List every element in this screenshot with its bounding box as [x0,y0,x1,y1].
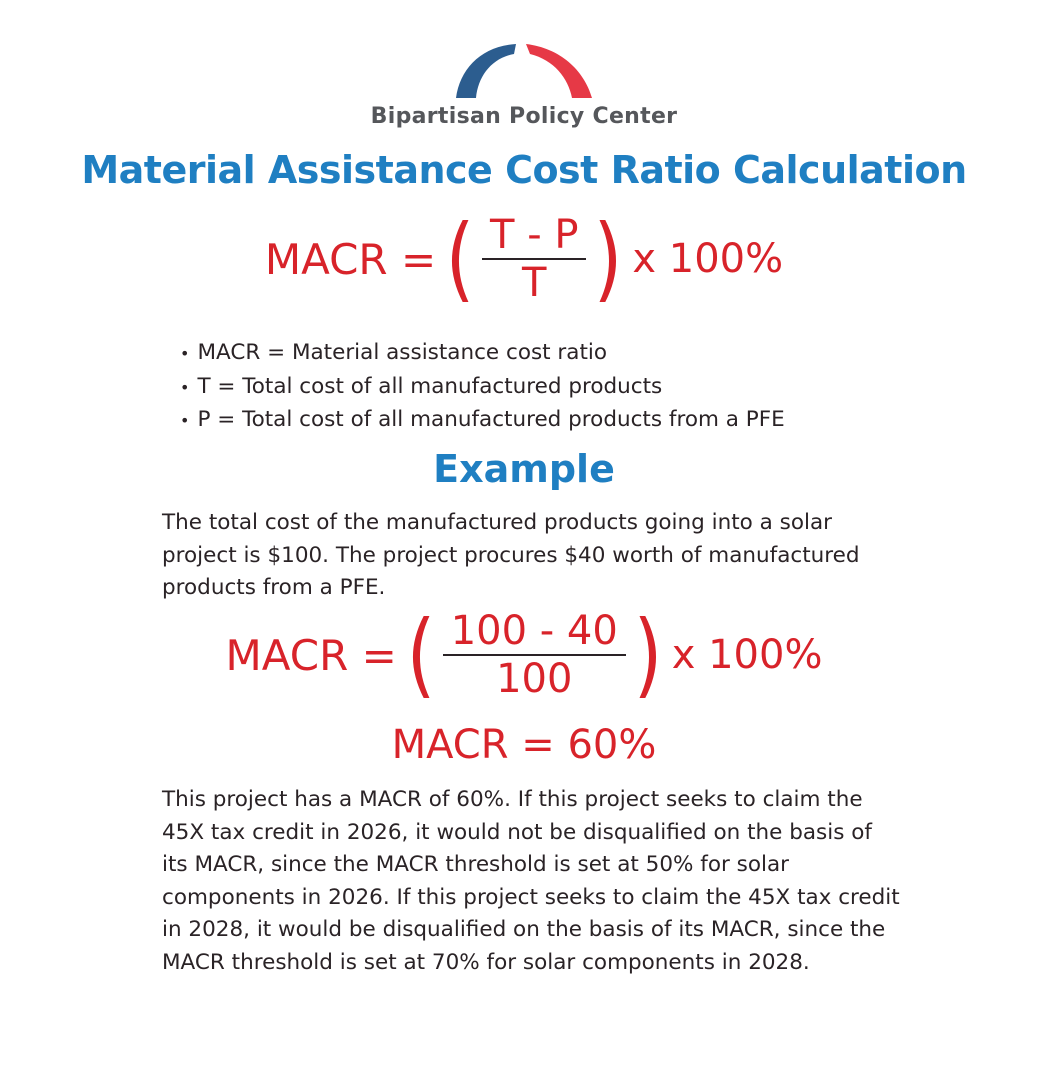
definitions-list [180,337,785,438]
formula-multiplier: x 100% [632,236,784,282]
bpc-logo [0,40,1048,129]
formula-multiplier: x 100% [671,632,823,678]
formula-numerator: T - P [490,212,579,258]
example-heading: Example [433,447,615,491]
right-paren: ) [633,601,663,708]
formula-lhs: MACR = [225,630,397,680]
page-title: Material Assistance Cost Ratio Calculation [81,148,967,192]
bpc-arc-icon [454,40,594,100]
definition-item: • T = Total cost of all manufactured products [180,371,785,405]
example-intro: The total cost of the manufactured products going into a solar project is $100. The project procures $40 worth of manufactured products from a PFE. [162,510,860,600]
definition-item: • MACR = Material assistance cost ratio [180,337,785,371]
left-paren: ( [445,205,475,312]
formula-example [0,601,1048,708]
left-paren: ( [406,601,436,708]
definition-item: • P = Total cost of all manufactured products from a PFE [180,404,785,438]
formula-numerator: 100 - 40 [450,608,618,654]
formula-denominator: T [522,260,547,306]
example-conclusion: This project has a MACR of 60%. If this project seeks to claim the 45X tax credit in 2026, it would not be disqualified on the basis of its MACR, since the MACR threshold is set at 50% for solar components in 2026. If this project seeks to claim the 45X tax credit in 2028, it would be disqualified on the basis of its MACR, since the MACR threshold is set at 70% for solar components in 2028. [162,787,900,975]
brand-name: Bipartisan Policy Center [370,104,678,129]
right-paren: ) [594,205,623,312]
formula-fraction [443,608,626,702]
formula-lhs: MACR = [264,234,437,284]
example-result: MACR = 60% [391,722,657,768]
formula-denominator: 100 [496,656,573,702]
formula-fraction [482,212,586,306]
formula-general [0,205,1048,312]
